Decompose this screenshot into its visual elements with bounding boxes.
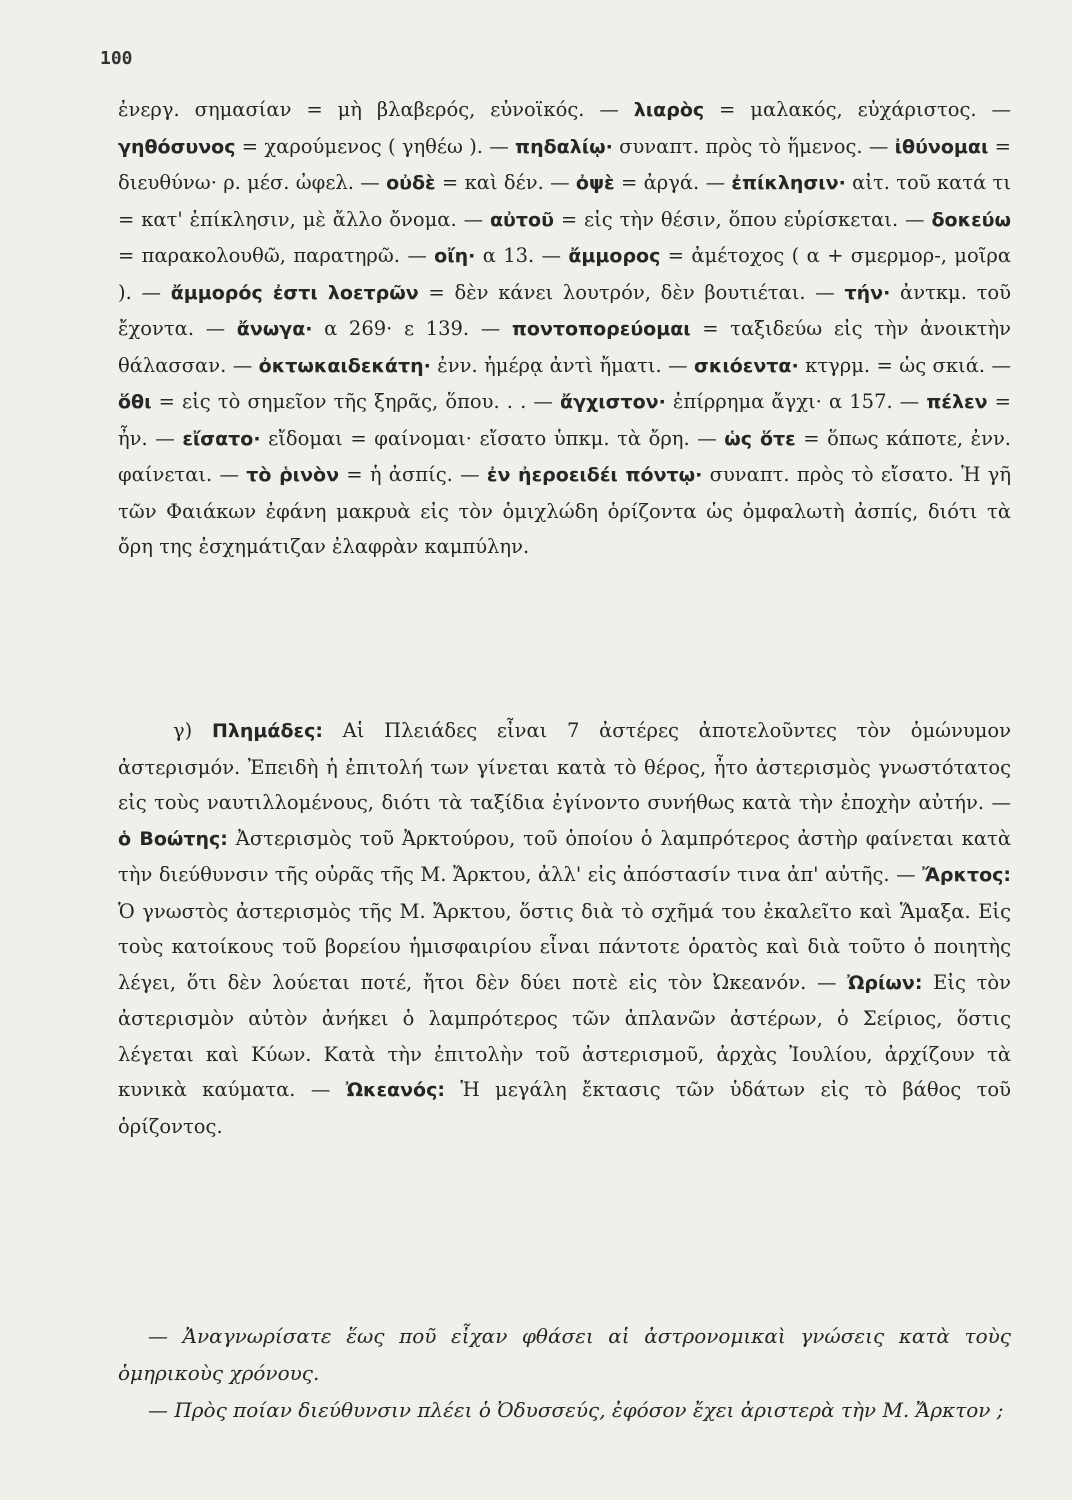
headword: εἴσατο· [182, 427, 261, 450]
headword: ἄνωγα· [236, 318, 313, 340]
headword: σκιόεντα· [694, 354, 799, 377]
gloss-text: εἴδομαι = φαίνομαι· εἴσατο ὑπκμ. τὰ ὄρη. — [260, 426, 725, 450]
headword: ὁ Βοώτης: [118, 827, 228, 850]
headword: δοκεύω [931, 208, 1011, 231]
gloss-text: γ) [173, 719, 212, 742]
headword: ἄμμορός ἐστι λοετρῶν [170, 281, 419, 304]
gloss-text: = παρακολουθῶ, παρατηρῶ. — [118, 244, 435, 267]
headword: οἴη· [434, 245, 476, 267]
gloss-text: Ὁ γνωστὸς ἀστερισμὸς τῆς Μ. Ἄρκτου, ὅστις διὰ τὸ σχῆμά του ἐκαλεῖτο καὶ Ἅμαξα. Εἰς τοὺς κατοίκους τοῦ βορείου ἡμισφαιρίου εἶναι πάντοτε ὁρατὸς καὶ διὰ τοῦτο ὁ ποιητὴς λέγει, ὅτι δὲν λούεται ποτέ, ἤτοι δὲν δύει ποτὲ εἰς τὸν Ὠκεανόν. — [118, 899, 1011, 994]
gloss-text: = εἰς τὸ σημεῖον τῆς ξηρᾶς, ὅπου. . . — [151, 390, 561, 413]
gloss-text: α 269· ε 139. — [312, 317, 512, 340]
gloss-text: = διευθύνω· ρ. μέσ. ὠφελ. — [118, 134, 1011, 194]
headword: ἐν ἠεροειδέι πόντῳ· [486, 464, 703, 486]
headword: Πλημάδες: [211, 720, 323, 742]
headword: Ὠκεανός: [345, 1079, 445, 1101]
headword: ὀκτωκαιδεκάτη· [258, 354, 431, 377]
gloss-text: = ὅπως κάποτε, ἐνν. φαίνεται. — [118, 426, 1011, 486]
commentary-paragraph [118, 713, 1011, 1144]
headword: ἰθύνομαι [894, 135, 989, 158]
gloss-text: ἐνν. ἡμέρᾳ ἀντὶ ἤματι. — [430, 353, 695, 377]
glossary-paragraph [118, 92, 1011, 565]
gloss-text: = ἀμέτοχος ( α + σμερμορ-, μοῖρα ). — [118, 244, 1011, 304]
headword: τὸ ῥινὸν [246, 464, 340, 486]
page-number: 100 [100, 48, 133, 69]
gloss-text: Ἀστερισμὸς τοῦ Ἀρκτούρου, τοῦ ὁποίου ὁ λαμπρότερος ἀστὴρ φαίνεται κατὰ τὴν διεύθυνσιν τῆς οὐρᾶς τῆς Μ. Ἄρκτου, ἀλλ' εἰς ἀπόστασίν τινα ἀπ' αὐτῆς. — [118, 826, 1011, 886]
gloss-text: = καὶ δέν. — [435, 171, 576, 194]
gloss-text: αἰτ. τοῦ κατά τι = κατ' ἐπίκλησιν, μὲ ἄλλο ὄνομα. — [118, 171, 1011, 231]
headword: Ἄρκτος: [922, 864, 1011, 886]
gloss-text: συναπτ. πρὸς τὸ εἴσατο. Ἡ γῆ τῶν Φαιάκων ἐφάνη μακρυὰ εἰς τὸν ὁμιχλώδη ὁρίζοντα ὡς ὀμφαλωτὴ ἀσπίς, διότι τὰ ὄρη της ἐσχημάτιζαν ἐλαφρὰν καμπύλην. [118, 463, 1012, 558]
headword: ὅθι [118, 391, 152, 413]
gloss-text: = ἦν. — [118, 390, 1011, 450]
questions-section [118, 1318, 1011, 1429]
headword: ἐπίκλησιν· [731, 172, 846, 194]
headword: πηδαλίῳ· [515, 135, 613, 158]
headword: οὐδὲ [386, 172, 436, 194]
headword: λιαρὸς [633, 99, 705, 121]
headword: ποντοπορεύομαι [511, 318, 691, 340]
gloss-text: = μαλακός, εὐχάριστος. — [704, 98, 1011, 121]
question-1: — Ἀναγνωρίσατε ἕως ποῦ εἶχαν φθάσει αἱ ἀστρονομικαὶ γνώσεις κατὰ τοὺς ὁμηρικοὺς χρόνους. [118, 1324, 1011, 1385]
headword: Ὠρίων: [847, 971, 923, 994]
gloss-text: = ἡ ἀσπίς. — [339, 463, 487, 486]
headword: αὐτοῦ [490, 208, 554, 231]
gloss-text: συναπτ. πρὸς τὸ ἥμενος. — [612, 134, 895, 158]
headword: πέλεν [926, 391, 988, 413]
gloss-text: Ἡ μεγάλη ἔκτασις τῶν ὑδάτων εἰς τὸ βάθος τοῦ ὁρίζοντος. [118, 1078, 1011, 1138]
headword: ἄμμορος [568, 245, 661, 267]
gloss-text: = δὲν κάνει λουτρόν, δὲν βουτιέται. — [418, 280, 845, 304]
gloss-text: = ταξιδεύω εἰς τὴν ἀνοικτὴν θάλασσαν. — [118, 317, 1011, 377]
gloss-text: = εἰς τὴν θέσιν, ὅπου εὑρίσκεται. — [553, 207, 932, 231]
gloss-text: Εἰς τὸν ἀστερισμὸν αὐτὸν ἀνήκει ὁ λαμπρότερος τῶν ἀπλανῶν ἀστέρων, ὁ Σείριος, ὅστις λέγεται καὶ Κύων. Κατὰ τὴν ἐπιτολὴν τοῦ ἀστερισμοῦ, ἀρχὰς Ἰουλίου, ἀρχίζουν τὰ κυνικὰ καύματα. — [118, 970, 1011, 1101]
headword: τήν· [844, 281, 891, 304]
headword: ἄγχιστον· [560, 391, 666, 413]
headword: ὡς ὅτε [724, 427, 796, 450]
gloss-text: ἀντκμ. τοῦ ἔχοντα. — [118, 280, 1012, 340]
gloss-text: α 13. — [475, 244, 569, 267]
gloss-text: = χαρούμενος ( γηθέω ). — [235, 134, 516, 158]
glossary-section [118, 92, 1011, 565]
headword: γηθόσυνος [118, 135, 236, 158]
gloss-text: = ἀργά. — [614, 171, 732, 194]
headword: ὀψὲ [575, 172, 615, 194]
gloss-text: ἐνεργ. σημασίαν = μὴ βλαβερός, εὐνοϊκός. — [118, 98, 634, 121]
commentary-section [118, 713, 1011, 1144]
gloss-text: Αἱ Πλειάδες εἶναι 7 ἀστέρες ἀποτελοῦντες τὸν ὁμώνυμον ἀστερισμόν. Ἐπειδὴ ἡ ἐπιτολή των γίνεται κατὰ τὸ θέρος, ἦτο ἀστερισμὸς γνωστότατος εἰς τοὺς ναυτιλλομένους, διότι τὰ ταξίδια ἐγίνοντο συνήθως κατὰ τὴν ἐποχὴν αὐτήν. — [118, 719, 1011, 814]
gloss-text: κτγρμ. = ὡς σκιά. — [798, 353, 1011, 377]
question-2: — Πρὸς ποίαν διεύθυνσιν πλέει ὁ Ὀδυσσεύς, ἐφόσον ἔχει ἀριστερὰ τὴν Μ. Ἄρκτον ; [148, 1398, 1004, 1422]
gloss-text: ἐπίρρημα ἄγχι· α 157. — [665, 390, 927, 413]
